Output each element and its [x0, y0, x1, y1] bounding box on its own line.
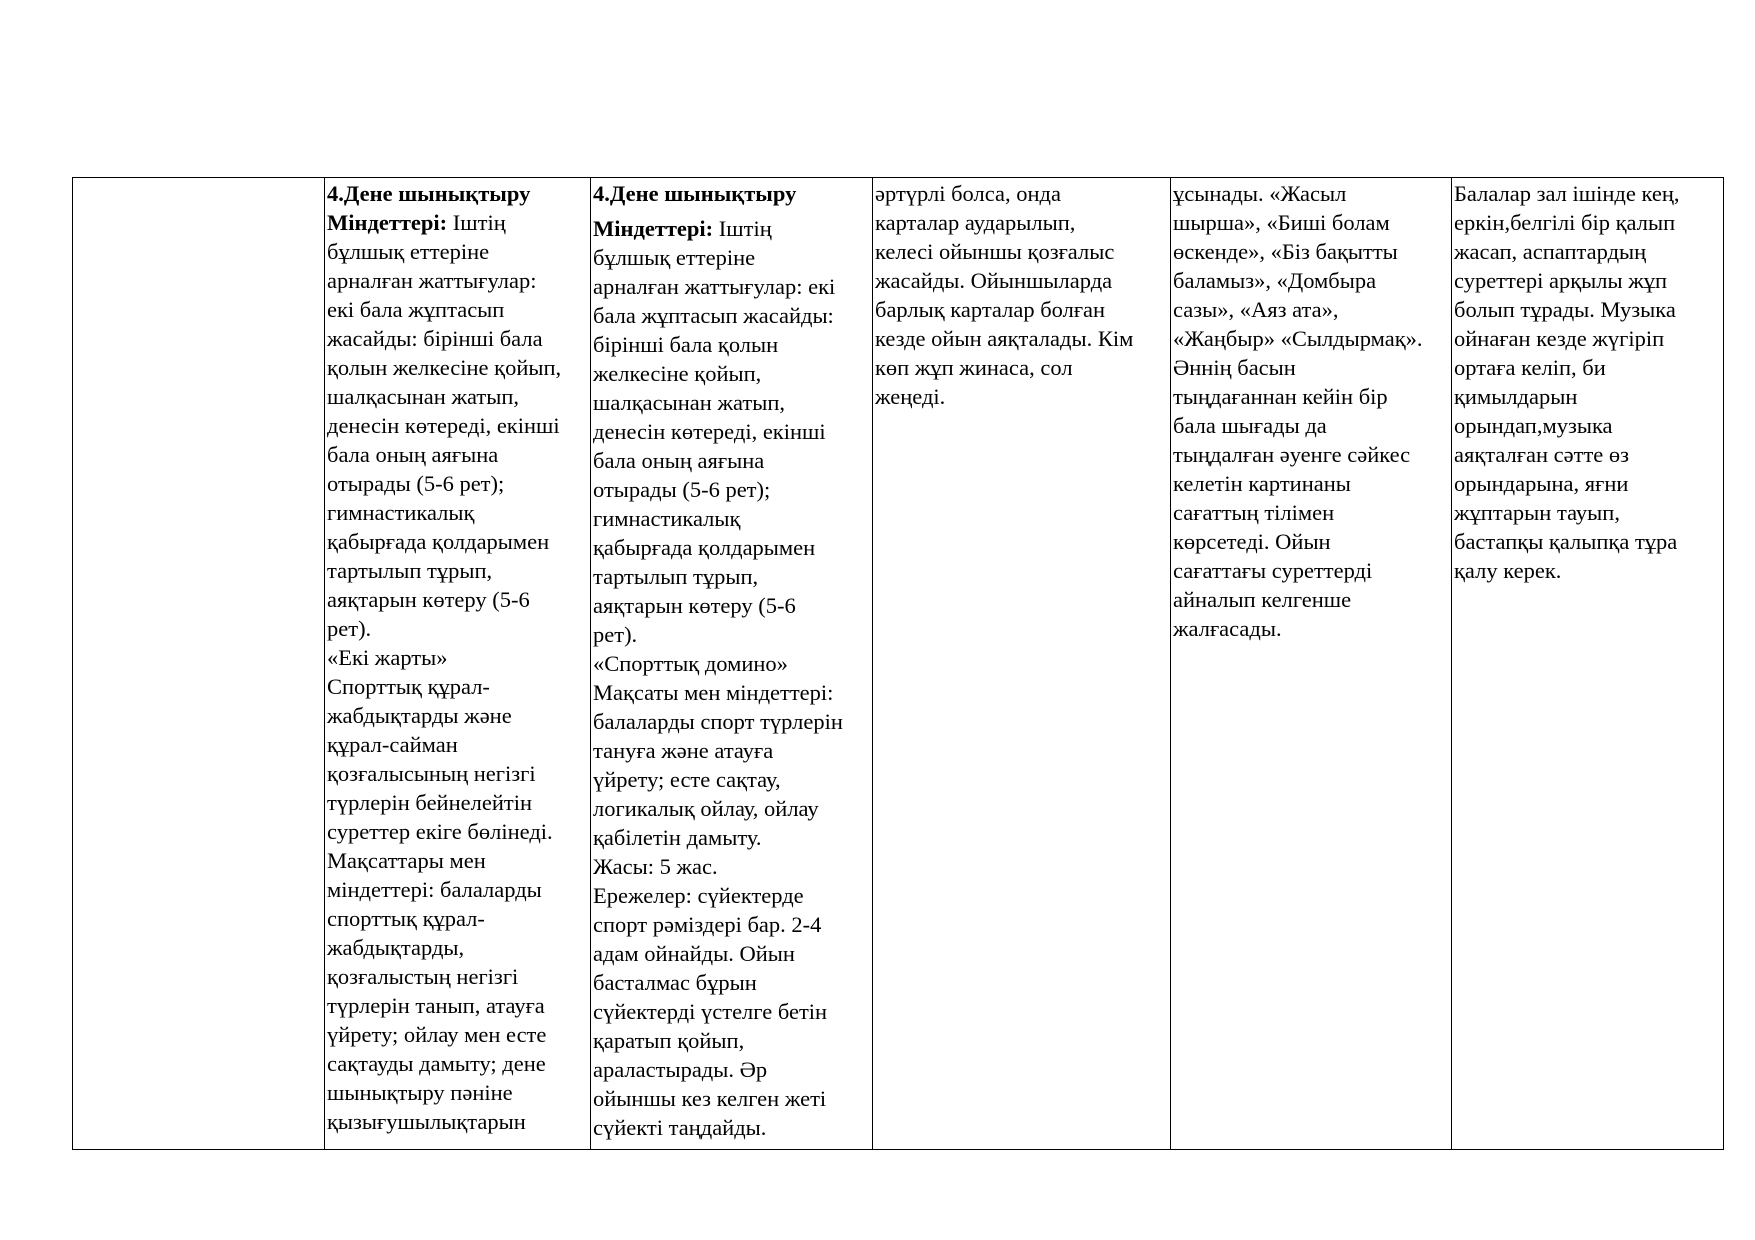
text-line: қозғалысының негізгі — [327, 761, 536, 786]
cell-physical-education-2 — [591, 178, 873, 1150]
text-line: суреттер екіге бөлінеді. — [327, 819, 553, 844]
text-line: жеңеді. — [875, 384, 946, 409]
text-line: қызығушылықтарын — [327, 1109, 526, 1134]
text-line: гимнастикалық — [593, 506, 741, 531]
text-line: Спорттық құрал- — [327, 674, 490, 699]
text-line: қозғалыстың негізгі — [327, 964, 519, 989]
text-line: өскенде», «Біз бақытты — [1173, 239, 1398, 264]
text-line: арналған жаттығулар: — [327, 268, 537, 293]
text-line: «Жаңбыр» «Сылдырмақ». — [1173, 326, 1423, 351]
text-line: басталмас бұрын — [593, 970, 757, 995]
text-line: қабілетін дамыту. — [593, 825, 762, 850]
text-line: келетін картинаны — [1173, 471, 1351, 496]
text-line: балаларды спорт түрлерін — [593, 709, 843, 734]
text-line: рет). — [327, 616, 372, 641]
text-line: «Екі жарты» — [327, 645, 448, 670]
text-line: болып тұрады. Музыка — [1454, 297, 1676, 322]
text-line: еркін,белгілі бір қалып — [1454, 210, 1676, 235]
text-line: суреттері арқылы жұп — [1454, 268, 1668, 293]
text-line: аяқтарын көтеру (5-6 — [593, 593, 796, 618]
text-line: ойнаған кезде жүгіріп — [1454, 326, 1665, 351]
task-label: Міндеттері: — [593, 216, 714, 241]
text-line: тыңдалған әуенге сәйкес — [1173, 442, 1411, 467]
text-line: көп жұп жинаса, сол — [875, 355, 1073, 380]
text-line: жалғасады. — [1173, 616, 1282, 641]
text-line: келесі ойыншы қозғалыс — [875, 239, 1115, 264]
text-line: бала шығады да — [1173, 413, 1327, 438]
text-line: қабырғада қолдарымен — [593, 535, 816, 560]
text-line: ойыншы кез келген жеті — [593, 1086, 827, 1111]
text-line: көрсетеді. Ойын — [1173, 529, 1331, 554]
text-line: жабдықтарды, — [327, 935, 465, 960]
text-line: сазы», «Аяз ата», — [1173, 297, 1339, 322]
text-line: сақтауды дамыту; дене — [327, 1051, 546, 1076]
text-line: сағаттың тілімен — [1173, 500, 1335, 525]
text-line: бала жұптасып жасайды: — [593, 303, 834, 328]
text-line: Ережелер: сүйектерде — [593, 883, 804, 908]
text-line: құрал-сайман — [327, 732, 458, 757]
text-line: жасайды. Ойыншыларда — [875, 268, 1113, 293]
table-row — [73, 178, 1724, 1150]
text-line: Жасы: 5 жас. — [593, 854, 718, 879]
text-line: шалқасынан жатып, — [593, 390, 786, 415]
cell-physical-education-1 — [325, 178, 591, 1150]
text-line: қимылдарын — [1454, 384, 1578, 409]
text-line: Мақсаттары мен — [327, 848, 486, 873]
text-line: спорт рәміздері бар. 2-4 — [593, 912, 822, 937]
text-line: үйрету; есте сақтау, — [593, 767, 781, 792]
text-line: бала оның аяғына — [327, 442, 499, 467]
text-line: денесін көтереді, екінші — [327, 413, 560, 438]
text-line: адам ойнайды. Ойын — [593, 941, 795, 966]
cell-card-game — [873, 178, 1171, 1150]
text-line: шынықтыру пәніне — [327, 1080, 513, 1105]
text-line: карталар аударылып, — [875, 210, 1076, 235]
text-line: бірінші бала қолын — [593, 332, 779, 357]
text-line: логикалық ойлау, ойлау — [593, 796, 819, 821]
text-line: қалу керек. — [1454, 558, 1562, 583]
text-line: қабырғада қолдарымен — [327, 529, 550, 554]
text-line: әртүрлі болса, онда — [875, 181, 1061, 206]
text-line: сүйекті таңдайды. — [593, 1115, 767, 1140]
text-line: сүйектерді үстелге бетін — [593, 999, 828, 1024]
task-line: Міндеттері: Іштің — [327, 210, 506, 235]
text-line: түрлерін бейнелейтін — [327, 790, 533, 815]
cell-heading: 4.Дене шынықтыру — [593, 181, 797, 206]
text-line: желкесіне қойып, — [593, 361, 762, 386]
text-line: ортаға келіп, би — [1454, 355, 1606, 380]
text-line: қолын желкесіне қойып, — [327, 355, 562, 380]
text-line: гимнастикалық — [327, 500, 475, 525]
text-line: араластырады. Әр — [593, 1057, 768, 1082]
text-line: отырады (5-6 рет); — [593, 477, 771, 502]
cell-dance-activity — [1452, 178, 1724, 1150]
cell-empty — [73, 178, 325, 1150]
text-line: тыңдағаннан кейін бір — [1173, 384, 1388, 409]
task-line: Міндеттері: Іштің — [593, 216, 772, 241]
text-line: бұлшық еттеріне — [593, 245, 756, 270]
text-line: аяқтарын көтеру (5-6 — [327, 587, 530, 612]
text-line: тартылып тұрып, — [327, 558, 493, 583]
text-line: барлық карталар болған — [875, 297, 1106, 322]
text-line: спорттық құрал- — [327, 906, 485, 931]
text-line: тануға және атауға — [593, 738, 774, 763]
text-line: баламыз», «Домбыра — [1173, 268, 1377, 293]
text-line: орындарына, яғни — [1454, 471, 1629, 496]
text-line: жұптарын тауып, — [1454, 500, 1620, 525]
text-line: шырша», «Биші болам — [1173, 210, 1390, 235]
text-line: сағаттағы суреттерді — [1173, 558, 1373, 583]
text-line: арналған жаттығулар: екі — [593, 274, 836, 299]
text-line: жасайды: бірінші бала — [327, 326, 543, 351]
text-line: Мақсаты мен міндеттері: — [593, 680, 834, 705]
text-line: орындап,музыка — [1454, 413, 1613, 438]
task-label: Міндеттері: — [327, 210, 448, 235]
text-line: үйрету; ойлау мен есте — [327, 1022, 547, 1047]
text-line: рет). — [593, 622, 638, 647]
text-line: «Спорттық домино» — [593, 651, 788, 676]
text-line: жасап, аспаптардың — [1454, 239, 1647, 264]
cell-music-game — [1171, 178, 1452, 1150]
text-line: түрлерін танып, атауға — [327, 993, 545, 1018]
text-line: жабдықтарды және — [327, 703, 512, 728]
text-line: шалқасынан жатып, — [327, 384, 520, 409]
cell-heading: 4.Дене шынықтыру — [327, 181, 531, 206]
text-line: бала оның аяғына — [593, 448, 765, 473]
text-line: кезде ойын аяқталады. Кім — [875, 326, 1134, 351]
text-line: ұсынады. «Жасыл — [1173, 181, 1347, 206]
text-line: Балалар зал ішінде кең, — [1454, 181, 1680, 206]
text-line: міндеттері: балаларды — [327, 877, 542, 902]
text-line: бұлшық еттеріне — [327, 239, 490, 264]
text-line: Әннің басын — [1173, 355, 1296, 380]
text-line: айналып келгенше — [1173, 587, 1352, 612]
text-line: отырады (5-6 рет); — [327, 471, 505, 496]
text-line: аяқталған сәтте өз — [1454, 442, 1630, 467]
text-line: бастапқы қалыпқа тұра — [1454, 529, 1678, 554]
text-line: тартылып тұрып, — [593, 564, 759, 589]
text-line: екі бала жұптасып — [327, 297, 505, 322]
text-line: денесін көтереді, екінші — [593, 419, 826, 444]
plan-table — [72, 177, 1724, 1150]
text-line: қаратып қойып, — [593, 1028, 745, 1053]
